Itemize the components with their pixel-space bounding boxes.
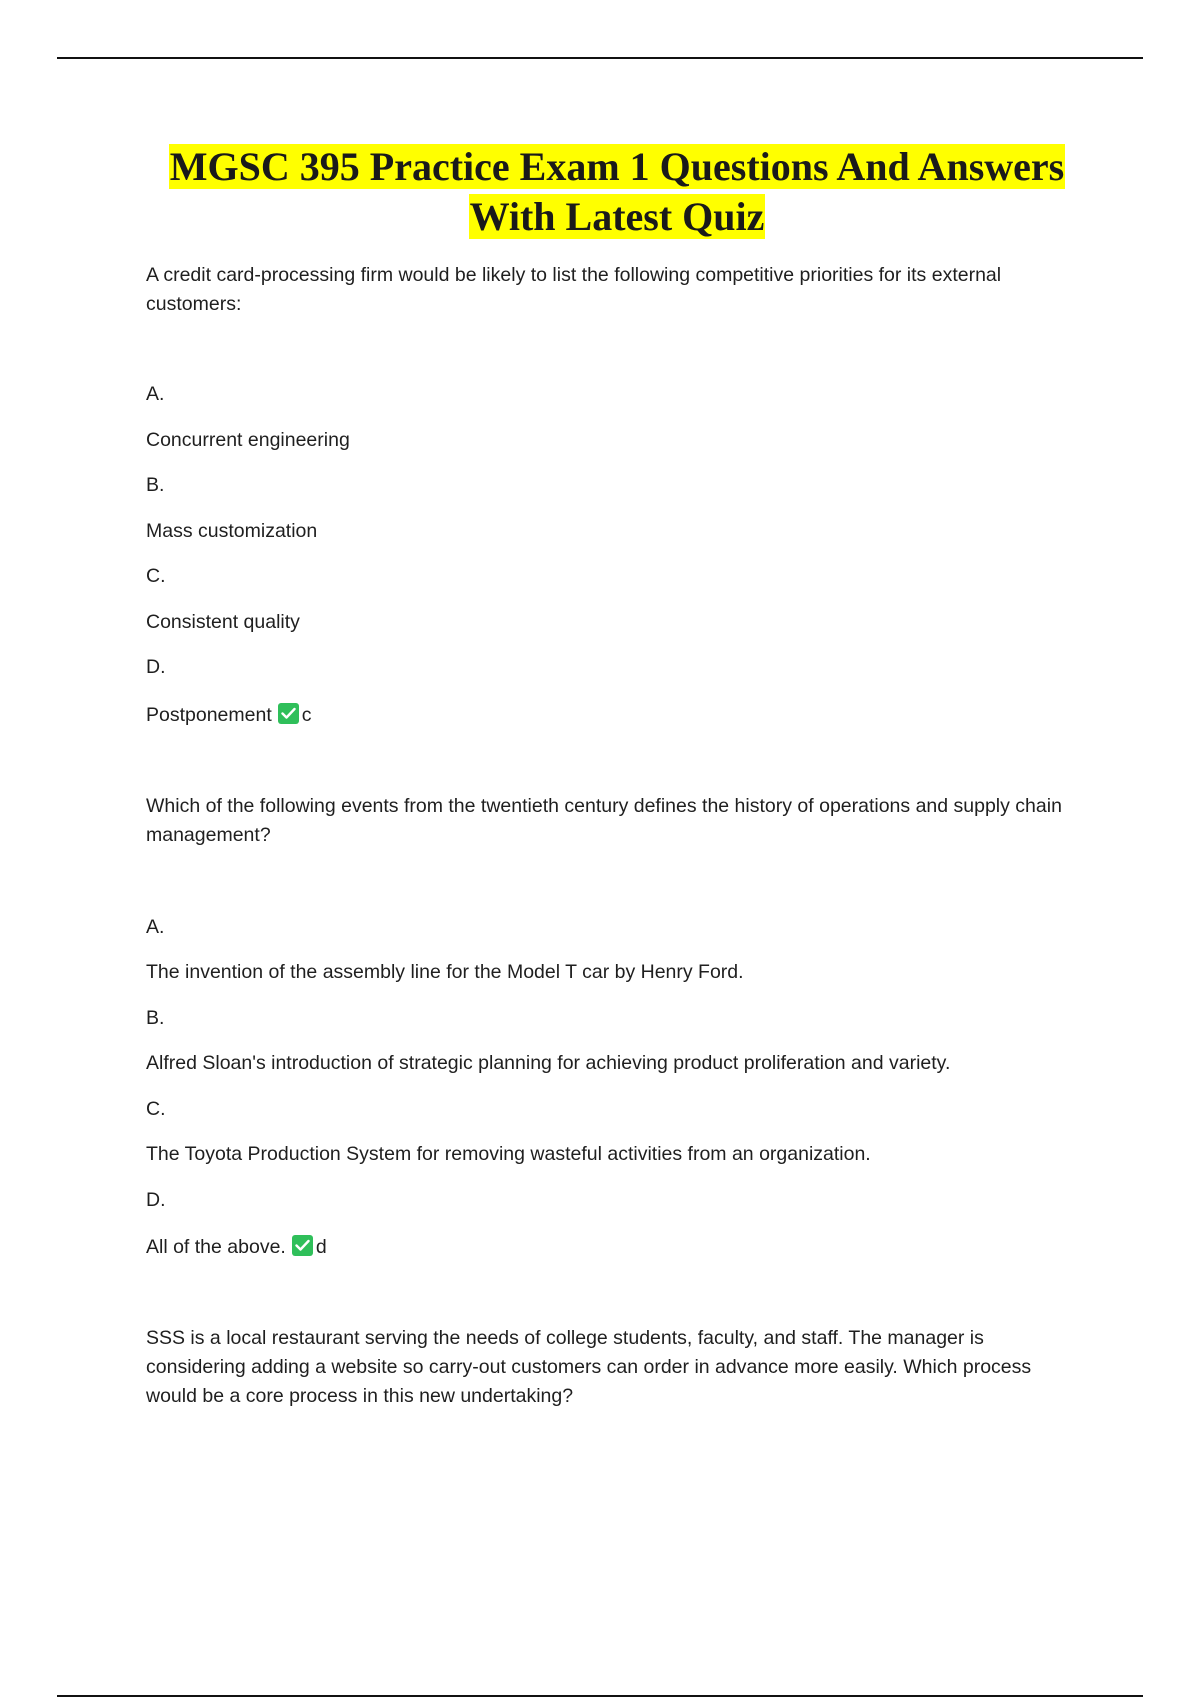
question-2-option-d-letter: D. <box>146 1189 166 1211</box>
question-1-option-d-letter: D. <box>146 656 166 678</box>
answer-letter: d <box>315 1236 327 1258</box>
question-1-option-c-letter: C. <box>146 565 166 587</box>
question-1-prompt <box>146 261 1076 319</box>
question-2-option-a-text: The invention of the assembly line for the Model T car by Henry Ford. <box>146 961 744 983</box>
question-1-option-a-letter: A. <box>146 383 165 405</box>
question-1-option-b-letter: B. <box>146 474 165 496</box>
question-2-option-c-text: The Toyota Production System for removing wasteful activities from an organization. <box>146 1143 871 1165</box>
question-prompt: Which of the following events from the twentieth century defines the history of operations and supply chain management? <box>146 795 1062 846</box>
question-2-option-b-letter: B. <box>146 1007 165 1029</box>
title-line-1: MGSC 395 Practice Exam 1 Questions And Answers <box>169 144 1065 189</box>
question-2-option-b-text: Alfred Sloan's introduction of strategic planning for achieving product proliferation and variety. <box>146 1052 951 1074</box>
question-2-option-a-letter: A. <box>146 916 165 938</box>
question-1-option-d-text: Postponement c <box>146 704 312 726</box>
question-prompt: SSS is a local restaurant serving the needs of college students, faculty, and staff. The manager is considering adding a website so carry-out customers can order in advance more easily. Which process would be a core process in this new undertaking? <box>146 1327 1032 1407</box>
page-title <box>0 142 1200 242</box>
title-line-2: With Latest Quiz <box>469 194 765 239</box>
question-1-option-c-text: Consistent quality <box>146 611 300 633</box>
question-prompt: A credit card-processing firm would be likely to list the following competitive priorities for its external customers: <box>146 264 1002 315</box>
question-2-option-c-letter: C. <box>146 1098 166 1120</box>
bottom-rule <box>57 1695 1143 1697</box>
top-rule <box>57 57 1143 59</box>
question-2-prompt <box>146 792 1076 850</box>
question-2-option-d-text: All of the above. d <box>146 1236 327 1258</box>
check-icon <box>292 1235 313 1256</box>
question-3-prompt <box>146 1324 1076 1411</box>
answer-letter: c <box>301 704 312 726</box>
check-icon <box>278 703 299 724</box>
question-1-option-b-text: Mass customization <box>146 520 318 542</box>
question-1-option-a-text: Concurrent engineering <box>146 429 350 451</box>
